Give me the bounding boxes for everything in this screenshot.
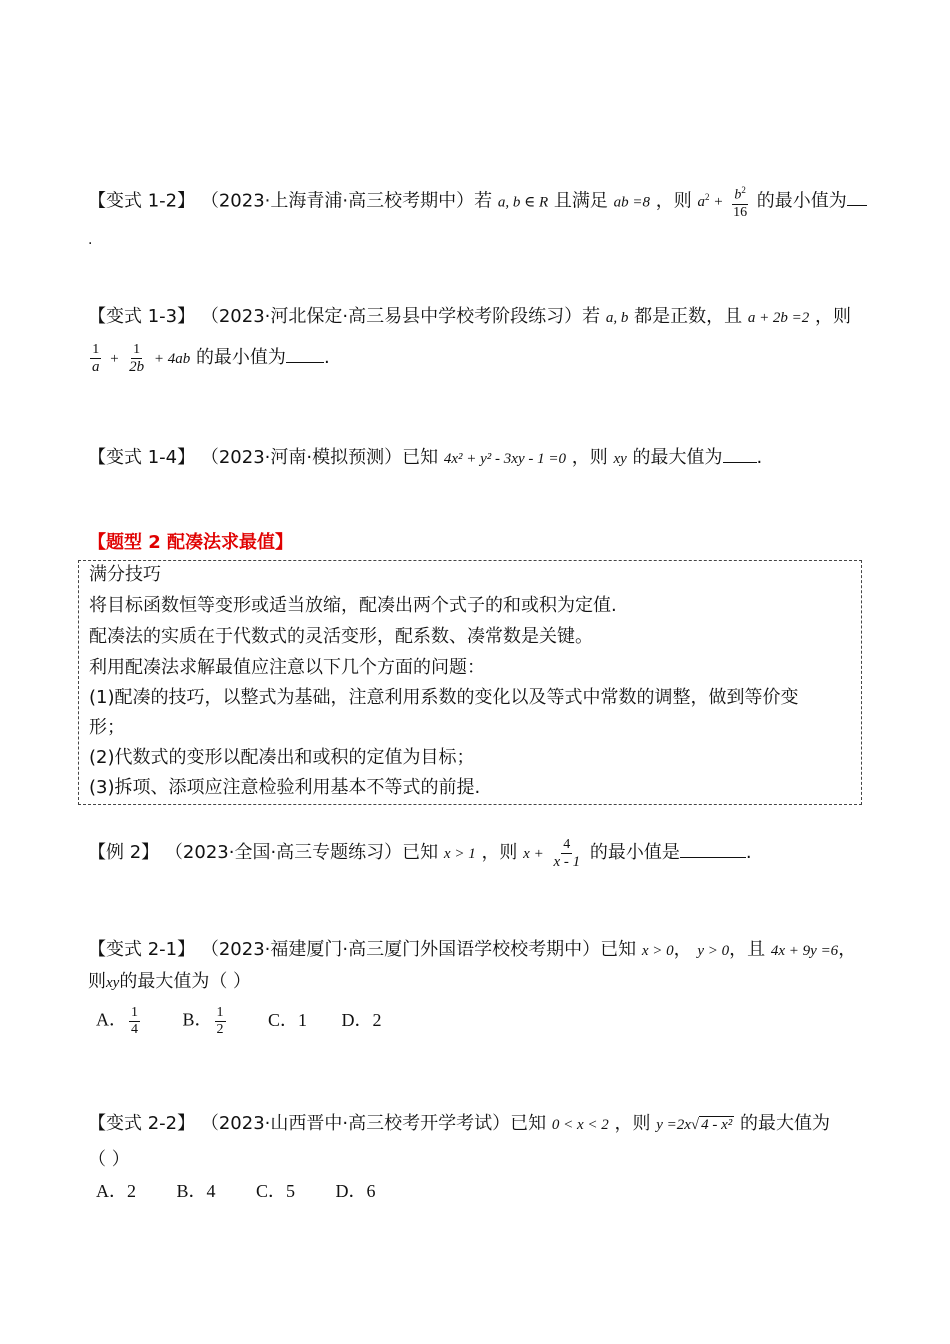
problem-2-1: 【变式 2-1】 （2023·福建厦门·高三厦门外国语学校校考期中）已知 x > 0， y > 0，且 4x + 9y =6， <box>88 939 857 960</box>
problem-text: ，则 <box>815 306 852 327</box>
problem-2-2: 【变式 2-2】 （2023·山西晋中·高三校考开学考试）已知 0 < x < 2 ，则 y =2x√ 4 - x² 的最大值为 <box>88 1113 831 1134</box>
math-expression: y > 0 <box>697 943 730 959</box>
options-2-2 <box>96 1177 412 1203</box>
fraction: $\frac{1}{2b}$ <box>129 341 145 375</box>
problem-1-3 <box>88 303 851 332</box>
problem-2-1-line2: 则xy的最大值为（ ） <box>88 971 252 992</box>
problem-text: 的最小值为 <box>195 347 286 368</box>
tips-line: 形； <box>89 717 125 738</box>
example-2: 【例 2】 （2023·全国·高三专题练习）已知 x > 1 ，则 x + $\frac{4}{x - 1}$ 的最小值是 . <box>88 836 752 870</box>
tips-line: (2)代数式的变形以配凑出和或积的定值为目标； <box>89 747 475 768</box>
math-expression: 4x² + y² - 3xy - 1 =0 <box>443 451 566 467</box>
problem-text: 都是正数，且 <box>634 306 743 327</box>
tips-line: (3)拆项、添项应注意检验利用基本不等式的前提. <box>89 777 481 798</box>
option-a[interactable]: A．2 <box>96 1181 136 1201</box>
answer-blank[interactable] <box>847 185 867 206</box>
option-b[interactable]: B． $\frac{1}{2}$ <box>182 1005 224 1037</box>
problem-source: （2023·上海青浦·高三校考期中）若 <box>200 190 493 212</box>
problem-1-2 <box>88 182 867 221</box>
tips-box <box>78 560 862 805</box>
problem-1-4: 【变式 1-4】 （2023·河南·模拟预测）已知 4x² + y² - 3xy - 1 =0 ，则 xy 的最大值为 . <box>88 442 762 473</box>
problem-text: 的最小值为 <box>756 190 847 212</box>
option-c[interactable]: C．1 <box>268 1009 308 1030</box>
option-c[interactable]: C．5 <box>256 1181 296 1201</box>
math-expression: a + 2b =2 <box>747 310 810 326</box>
problem-text: ，则 <box>571 447 608 468</box>
math-expression: a, b <box>605 310 629 326</box>
math-expression: a, b ∈ R <box>497 194 549 211</box>
math-expression: x + <box>523 846 544 862</box>
problem-tag: 【变式 1-3】 <box>88 306 196 327</box>
problem-tag: 【变式 1-2】 <box>88 190 196 212</box>
math-expression: xy <box>613 451 627 467</box>
math-expression: x > 1 <box>443 846 476 862</box>
problem-source: （2023·河南·模拟预测）已知 <box>200 447 439 468</box>
problem-source: （2023·福建厦门·高三厦门外国语学校校考期中）已知 <box>200 939 637 960</box>
tips-title: 满分技巧 <box>89 564 161 585</box>
option-d[interactable]: D．6 <box>335 1181 376 1201</box>
options-2-1 <box>96 1005 418 1038</box>
problem-text: 的最大值为 <box>632 447 723 468</box>
problem-1-3-line2: $\frac{1}{a}$ + $\frac{1}{2b}$ + 4ab 的最小值为 . <box>92 341 330 375</box>
answer-blank[interactable] <box>723 442 757 463</box>
math-expression: x > 0 <box>641 943 674 959</box>
math-expression: 0 < x < 2 <box>551 1117 609 1133</box>
problem-tag: 【例 2】 <box>88 842 160 863</box>
answer-blank[interactable] <box>286 342 324 363</box>
problem-source: （2023·全国·高三专题练习）已知 <box>164 842 439 863</box>
tips-line: 配凑法的实质在于代数式的灵活变形，配系数、凑常数是关键。 <box>89 626 593 647</box>
problem-2-2-line2: （ ） <box>88 1149 130 1170</box>
math-expression: y =2x√ 4 - x² <box>656 1117 733 1133</box>
fraction: $\frac{b^2}{16}$ <box>731 182 749 221</box>
problem-text: 且满足 <box>553 190 608 212</box>
option-d[interactable]: D．2 <box>341 1009 382 1030</box>
section-heading: 【题型 2 配凑法求最值】 <box>88 532 294 553</box>
period: . <box>88 232 93 248</box>
problem-text: ，则 <box>655 190 692 212</box>
math-expression: 4x + 9y =6 <box>770 943 839 959</box>
tips-line: (1)配凑的技巧，以整式为基础，注意利用系数的变化以及等式中常数的调整，做到等价变 <box>89 687 799 708</box>
option-b[interactable]: B．4 <box>176 1181 216 1201</box>
problem-tag: 【变式 2-1】 <box>88 939 196 960</box>
problem-source: （2023·山西晋中·高三校考开学考试）已知 <box>200 1113 547 1134</box>
math-expression: + 4ab <box>153 351 191 367</box>
math-expression: $a^2$ + <box>697 192 724 211</box>
option-a[interactable]: A． $\frac{1}{4}$ <box>96 1005 138 1037</box>
tips-line: 将目标函数恒等变形或适当放缩，配凑出两个式子的和或积为定值. <box>89 595 617 616</box>
fraction: $\frac{1}{a}$ <box>92 341 100 375</box>
answer-blank[interactable] <box>680 837 746 858</box>
problem-tag: 【变式 2-2】 <box>88 1113 196 1134</box>
math-expression: xy <box>106 975 120 991</box>
math-expression: ab =8 <box>613 194 650 211</box>
problem-source: （2023·河北保定·高三易县中学校考阶段练习）若 <box>200 306 601 327</box>
fraction: $\frac{4}{x - 1}$ <box>553 836 581 870</box>
problem-text: ，则 <box>481 842 518 863</box>
problem-tag: 【变式 1-4】 <box>88 447 196 468</box>
problem-text: 的最小值是 <box>589 842 680 863</box>
tips-line: 利用配凑法求解最值应注意以下几个方面的问题： <box>89 657 485 678</box>
